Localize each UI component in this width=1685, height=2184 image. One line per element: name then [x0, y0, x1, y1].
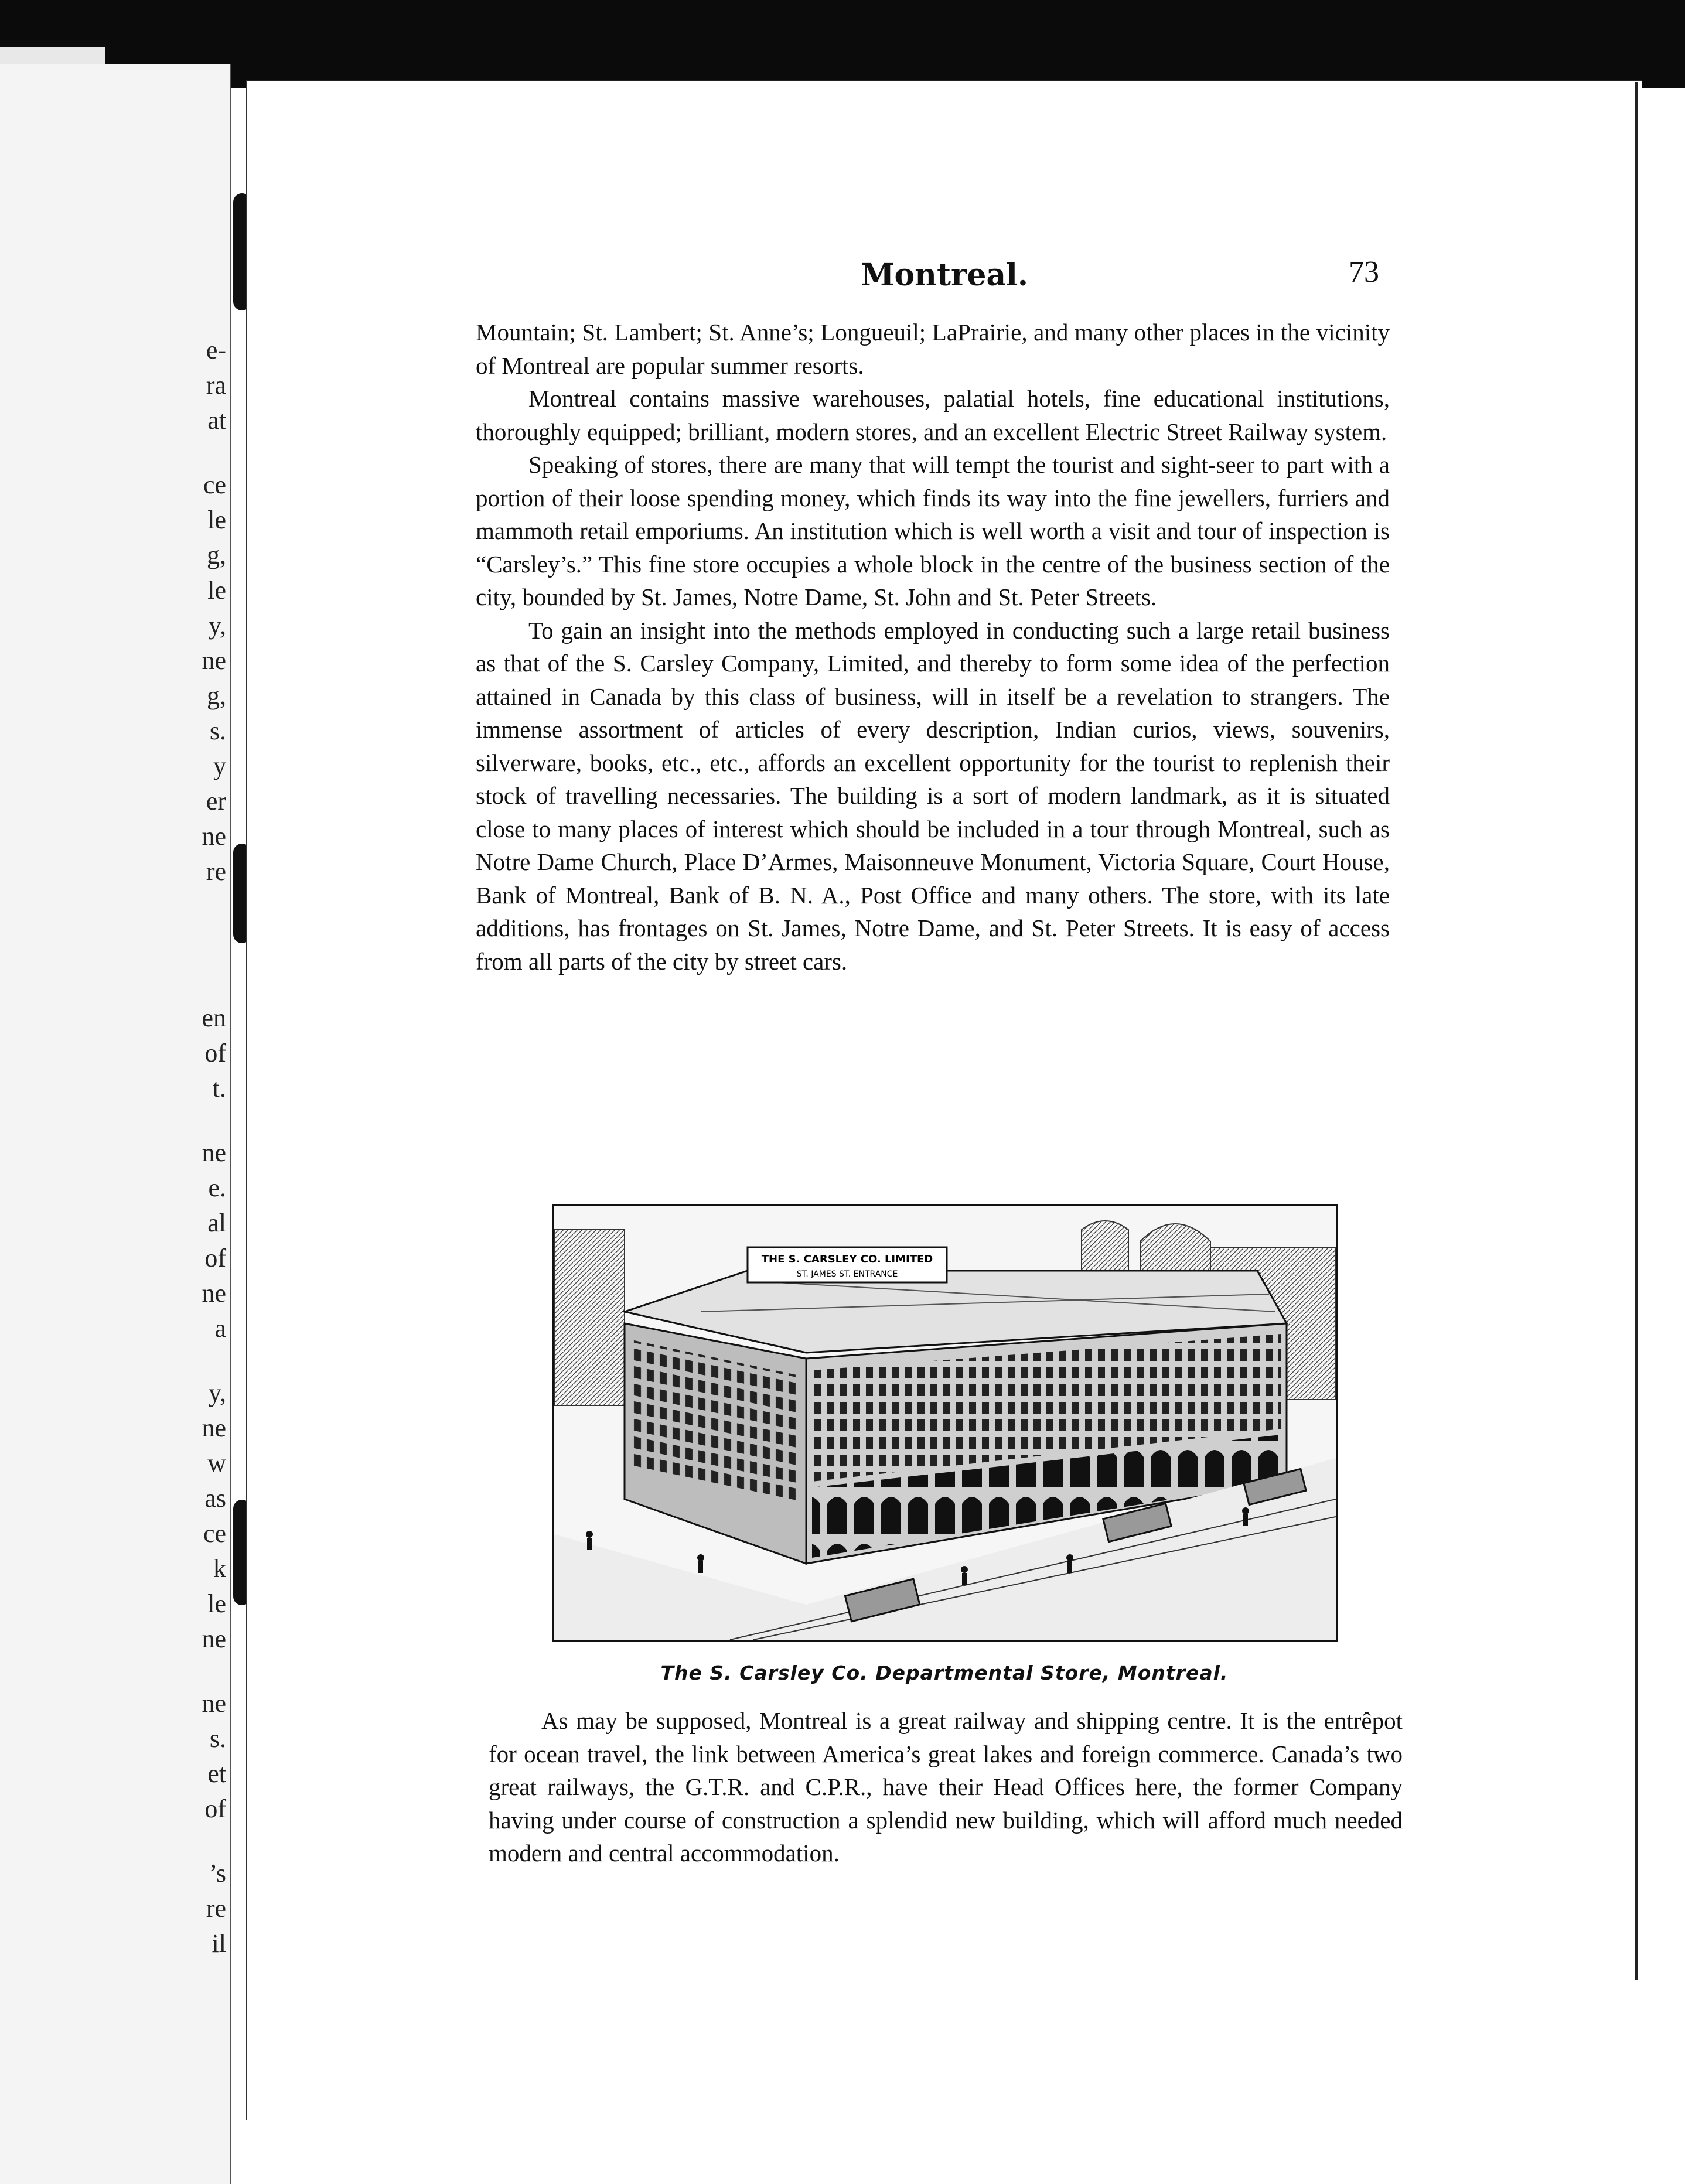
running-head: Montreal.	[860, 257, 1029, 293]
left-page-fragment: ne	[202, 646, 226, 675]
left-page-fragment: e-	[206, 336, 226, 364]
left-page-fragment: s.	[209, 716, 226, 745]
left-page-fragment: il	[212, 1929, 226, 1958]
paragraph: Montreal contains massive warehouses, palatial hotels, fine educational institutions, thoroughly equipped; brilliant, modern stores, and an excellent Electric Street Railway system.	[476, 385, 1390, 445]
left-page-fragment: g,	[207, 681, 226, 710]
left-page-fragment: et	[207, 1759, 226, 1788]
page-right-edge	[1635, 82, 1638, 1980]
page-number: 73	[1349, 255, 1379, 289]
left-page-fragment: ce	[203, 1519, 226, 1548]
left-page-fragment: t.	[212, 1074, 226, 1103]
left-page-fragment: ne	[202, 1625, 226, 1653]
entrance-sign: ST. JAMES ST. ENTRANCE	[796, 1270, 898, 1279]
left-page-fragment: y,	[208, 611, 226, 640]
left-page-fragment: al	[207, 1209, 226, 1237]
left-page-fragment: le	[207, 1589, 226, 1618]
left-page-fragment: ’s	[209, 1859, 226, 1888]
left-page-fragment: ra	[206, 371, 226, 400]
left-page-fragment: a	[214, 1314, 226, 1343]
left-page-fragment: at	[207, 406, 226, 435]
left-page-fragment: k	[213, 1554, 226, 1583]
left-page-fragment: le	[207, 576, 226, 605]
body-text	[476, 316, 1390, 978]
left-page-edge	[0, 64, 231, 2184]
left-page-fragment: le	[207, 506, 226, 534]
book-page	[246, 80, 1642, 2120]
left-page-fragment: re	[206, 1894, 226, 1923]
left-page-fragment: ne	[202, 1414, 226, 1442]
left-page-fragment: re	[206, 857, 226, 886]
figure-caption: The S. Carsley Co. Departmental Store, Montreal.	[660, 1661, 1229, 1684]
left-page-fragment: ne	[202, 822, 226, 851]
store-engraving	[554, 1206, 1336, 1640]
paragraph: To gain an insight into the methods employed in conducting such a large retail business as that of the S. Carsley Company, Limited, and thereby to form some idea of the perfection attained in Canada by this class of business, will in itself be a revelation to strangers. The immense assortment of articles of every description, Indian curios, views, souvenirs, silverware, books, etc., etc., affords an excellent opportunity for the tourist to replenish their stock of travelling necessaries. The building is a sort of modern landmark, as it is situated close to many places of interest which should be included in a tour through Montreal, such as Notre Dame Church, Place D’Armes, Maisonneuve Monument, Victoria Square, Court House, Bank of Montreal, Bank of B. N. A., Post Office and many others. The store, with its late additions, has frontages on St. James, Notre Dame, and St. Peter Streets. It is easy of access from all parts of the city by street cars.	[476, 616, 1390, 975]
body-text-after-figure	[489, 1704, 1403, 1870]
left-page-fragment: ce	[203, 470, 226, 499]
left-page-fragment: ne	[202, 1279, 226, 1308]
paragraph: Speaking of stores, there are many that will tempt the tourist and sight-seer to part with a portion of their loose spending money, which finds its way into the fine jewellers, furriers and mammoth retail emporiums. An institution which is well worth a visit and tour of inspection is “Carsley’s.” This fine store occupies a whole block in the centre of the business section of the city, bounded by St. James, Notre Dame, St. John and St. Peter Streets.	[476, 451, 1390, 610]
left-page-fragment: e.	[208, 1173, 226, 1202]
left-page-fragment: ne	[202, 1689, 226, 1718]
left-page-fragment: en	[202, 1004, 226, 1032]
left-page-fragment: y,	[208, 1378, 226, 1407]
left-page-fragment: s.	[209, 1724, 226, 1753]
store-sign: THE S. CARSLEY CO. LIMITED	[761, 1253, 933, 1265]
left-page-fragment: as	[204, 1484, 226, 1513]
left-page-fragment: of	[204, 1244, 226, 1272]
paragraph: As may be supposed, Montreal is a great railway and shipping centre. It is the entrêpot for ocean travel, the link between America’s great lakes and foreign commerce. Canada’s two great railways, the G.T.R. and C.P.R., have their Head Offices here, the former Company having under course of construction a splendid new building, which will afford much needed modern and central accommodation.	[489, 1707, 1403, 1866]
left-page-fragment: of	[204, 1794, 226, 1823]
left-page-fragment: g,	[207, 541, 226, 569]
left-page-fragment: of	[204, 1039, 226, 1067]
paragraph: Mountain; St. Lambert; St. Anne’s; Longueuil; LaPrairie, and many other places in the vicinity of Montreal are popular summer resorts.	[476, 319, 1390, 379]
left-page-fragment: y	[213, 752, 226, 780]
store-illustration	[552, 1204, 1338, 1642]
scan-top-edge	[0, 0, 1685, 88]
left-page-fragment: w	[207, 1449, 226, 1477]
left-page-fragment: er	[206, 787, 226, 815]
left-page-fragment: ne	[202, 1138, 226, 1167]
